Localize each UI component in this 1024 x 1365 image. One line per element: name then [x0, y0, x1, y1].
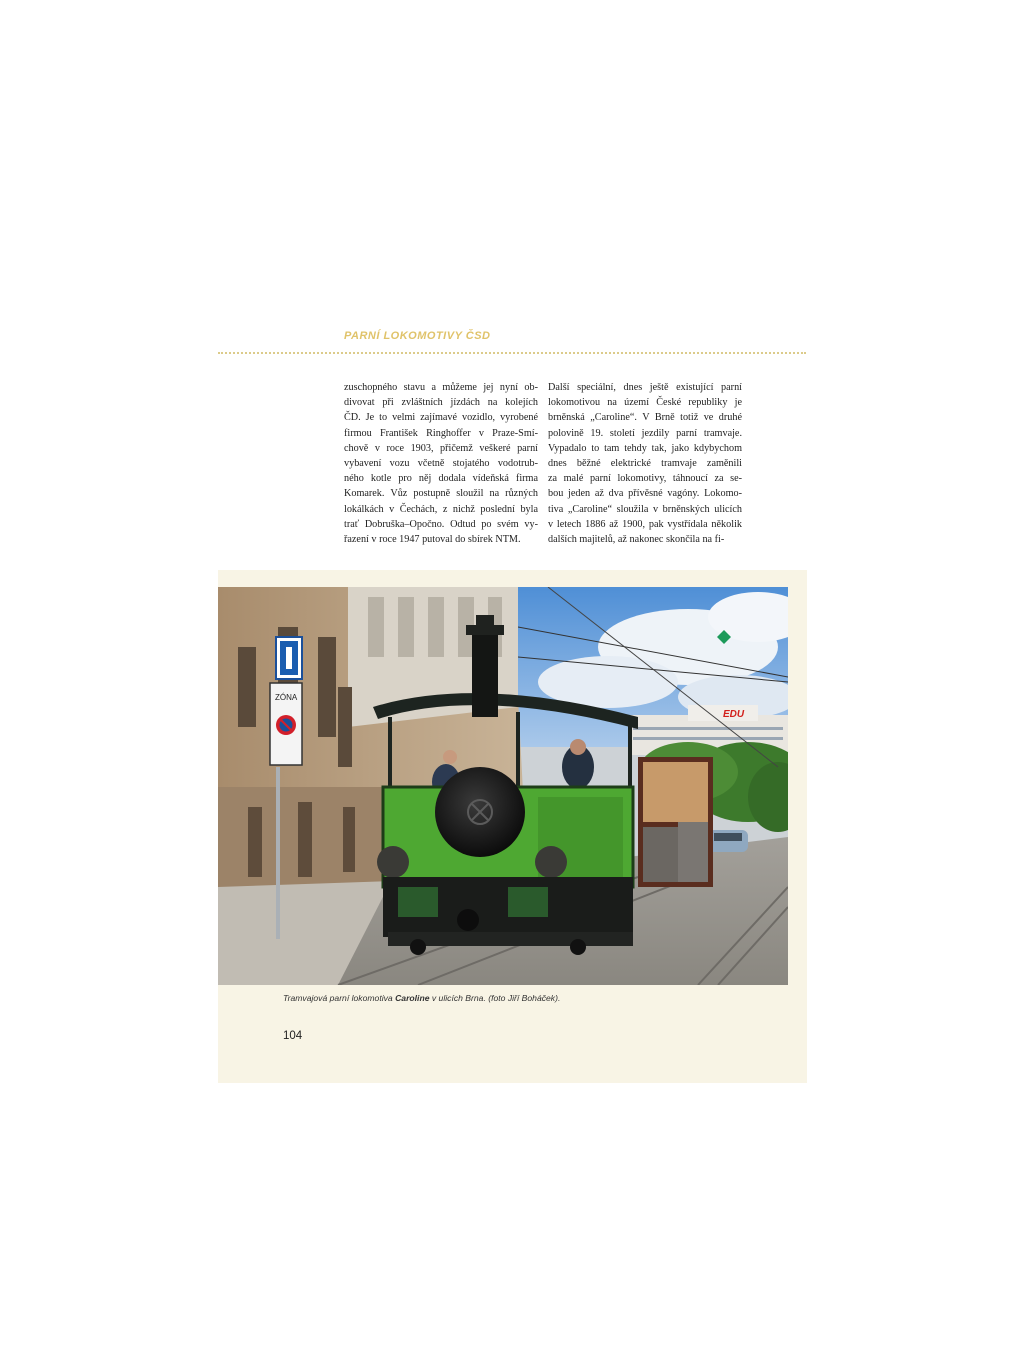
billboard-text: EDU — [723, 709, 745, 720]
text-line: ČD. Je to velmi zajímavé vozidlo, vyrobené — [344, 412, 538, 424]
text-line: chově v roce 1903, přičemž veškeré parní — [344, 442, 538, 454]
text-line: za malé parní lokomotivy, táhnoucí za se- — [548, 473, 742, 485]
text-line: v letech 1886 až 1900, pak vystřídala několik — [548, 518, 742, 530]
text-line: ného kotle pro něj dodala vídeňská firma — [344, 473, 538, 485]
zone-sign-text: ZÓNA — [275, 693, 298, 702]
text-line: zuschopného stavu a můžeme jej nyní ob- — [344, 382, 538, 393]
text-line: Komarek. Vůz postupně sloužil na různých — [344, 488, 538, 500]
text-column-left — [344, 380, 538, 547]
text-line: trať Dobruška–Opočno. Odtud po svém vy- — [344, 518, 538, 530]
text-line: polovině 19. století jezdily parní tramvaje. — [548, 427, 742, 439]
text-line: tiva „Caroline“ sloužila v brněnských ulicích — [548, 503, 742, 515]
text-line: vybavení vozu včetně stojatého vodotrub- — [344, 458, 538, 470]
text-line: lokomotivou na území České republiky je — [548, 397, 742, 409]
text-line: lokálkách v Čechách, z nichž poslední byla — [344, 503, 538, 515]
text-line: firmou František Ringhoffer v Praze-Smí- — [344, 427, 538, 439]
text-line: brněnská „Caroline“. V Brně totiž ve druhé — [548, 412, 742, 424]
header-divider — [218, 352, 806, 354]
page-number: 104 — [283, 1030, 303, 1042]
text-line: bou jeden až dva přívěsné vagóny. Lokomo- — [548, 488, 742, 500]
text-line: dalších majitelů, až nakonec skončila na fi- — [548, 534, 725, 546]
photo-caption: Tramvajová parní lokomotiva Caroline v ulicích Brna. (foto Jiří Boháček). — [283, 993, 561, 1003]
text-line: divovat při zvláštních jízdách na kolejích — [344, 397, 538, 409]
text-column-right — [548, 380, 742, 547]
text-line: dnes běžné elektrické tramvaje zaměnili — [548, 458, 742, 470]
text-line: řazení v roce 1947 putoval do sbírek NTM. — [344, 534, 521, 546]
tram-photo — [218, 587, 788, 985]
running-title: PARNÍ LOKOMOTIVY ČSD — [344, 330, 491, 342]
text-line: Další speciální, dnes ještě existující parní — [548, 382, 742, 393]
text-line: Vypadalo to tam tehdy tak, jako kdybychom — [548, 442, 742, 454]
